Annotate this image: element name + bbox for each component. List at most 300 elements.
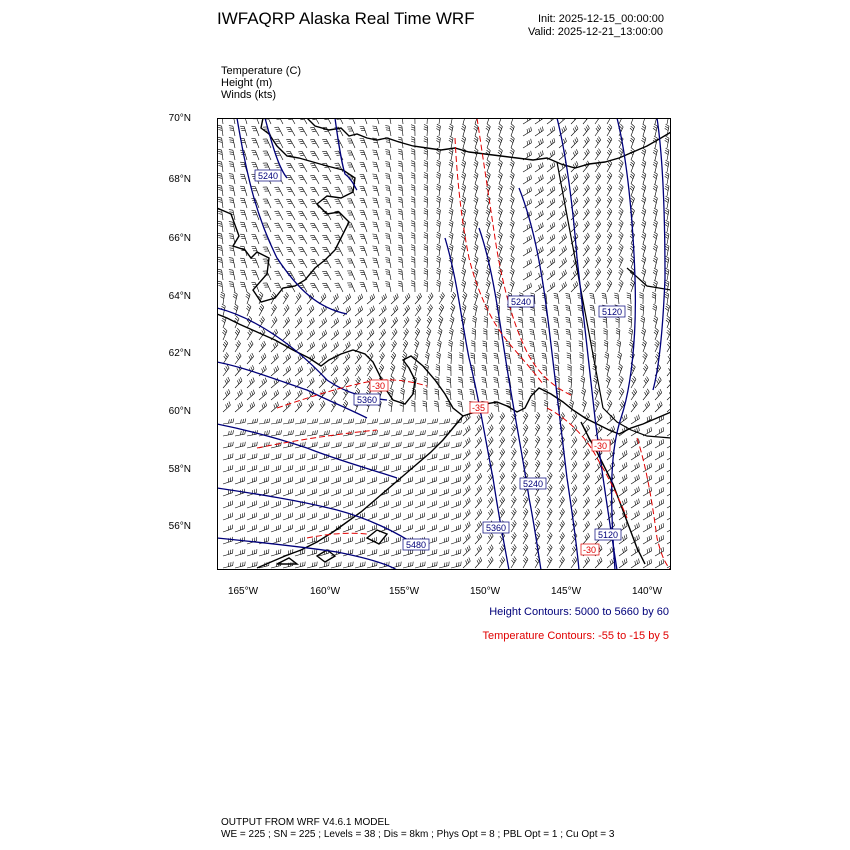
- wind-barb-flag: [323, 141, 327, 142]
- wind-barb-flag: [436, 225, 440, 227]
- wind-barb-flag: [620, 208, 623, 211]
- wind-barb-flag: [447, 367, 451, 368]
- wind-barb-flag: [437, 126, 441, 128]
- wind-barb-flag: [562, 424, 564, 427]
- wind-barb-flag: [609, 220, 612, 223]
- wind-barb-flag: [221, 292, 225, 294]
- wind-barb-flag: [597, 258, 599, 261]
- wind-barb-flag: [437, 344, 440, 346]
- wind-barb-flag: [566, 334, 570, 335]
- wind-barb-flag: [437, 172, 441, 174]
- wind-barb-flag: [309, 404, 311, 408]
- wind-barb-flag: [303, 442, 304, 446]
- wind-barb-flag: [312, 305, 314, 309]
- wind-barb-flag: [649, 440, 650, 444]
- wind-barb-flag: [311, 379, 313, 383]
- wind-barb-flag: [398, 259, 402, 260]
- wind-barb-flag: [324, 389, 326, 393]
- wind-barb: [271, 481, 281, 484]
- wind-barb-flag: [486, 200, 489, 203]
- wind-barb-flag: [647, 417, 648, 421]
- wind-barb: [255, 235, 259, 244]
- wind-barb-flag: [317, 419, 318, 423]
- wind-barb-flag: [519, 393, 523, 394]
- wind-barb: [295, 296, 301, 304]
- wind-barb-flag: [230, 142, 234, 143]
- wind-barb-flag: [643, 208, 646, 210]
- wind-barb-flag: [312, 355, 313, 359]
- wind-barb-flag: [530, 365, 534, 366]
- wind-barb: [547, 402, 548, 412]
- wind-barb-flag: [246, 294, 249, 297]
- wind-barb-flag: [386, 262, 390, 263]
- wind-barb-flag: [494, 358, 498, 359]
- wind-barb-flag: [397, 294, 399, 298]
- wind-barb: [667, 479, 671, 484]
- wind-barb-flag: [382, 352, 384, 355]
- wind-barb-flag: [487, 220, 490, 223]
- wind-barb-flag: [567, 369, 571, 371]
- wind-barb-flag: [237, 328, 240, 331]
- wind-barb-flag: [613, 426, 614, 430]
- wind-barb: [235, 393, 242, 400]
- wind-barb-flag: [458, 394, 462, 395]
- wind-barb-flag: [390, 390, 393, 392]
- wind-barb-flag: [586, 259, 588, 263]
- wind-barb-flag: [487, 186, 490, 189]
- wind-barb-flag: [400, 405, 404, 407]
- wind-barb: [364, 127, 367, 136]
- wind-barb-flag: [575, 199, 577, 203]
- wind-barb-flag: [300, 305, 302, 309]
- wind-barb-flag: [491, 437, 493, 440]
- wind-barb-flag: [596, 164, 598, 167]
- wind-barb-flag: [281, 430, 282, 434]
- wind-barb-flag: [322, 271, 326, 272]
- wind-barb: [364, 283, 367, 292]
- wind-barb-flag: [398, 187, 402, 188]
- wind-barb-flag: [310, 283, 314, 284]
- wind-barb-flag: [275, 317, 277, 320]
- wind-barb-flag: [229, 402, 231, 406]
- wind-barb: [307, 423, 317, 425]
- wind-barb-flag: [386, 128, 390, 129]
- wind-barb-flag: [553, 317, 557, 318]
- wind-barb-flag: [452, 294, 455, 297]
- wind-barb-flag: [620, 404, 622, 407]
- wind-barb-flag: [218, 127, 222, 128]
- wind-barb-flag: [459, 369, 463, 370]
- wind-barb-flag: [353, 430, 354, 434]
- wind-barb: [451, 493, 460, 496]
- wind-barb-flag: [276, 329, 278, 333]
- wind-barb: [233, 246, 235, 256]
- wind-barb-flag: [461, 140, 464, 142]
- wind-barb-flag: [609, 244, 612, 247]
- wind-barb: [222, 234, 223, 244]
- wind-barb-flag: [511, 282, 514, 285]
- wind-barb-flag: [363, 419, 364, 423]
- wind-barb-flag: [218, 271, 222, 272]
- wind-barb-flag: [411, 141, 415, 142]
- wind-barb-flag: [640, 293, 644, 295]
- wind-barb-flag: [529, 212, 530, 216]
- wind-barb-flag: [550, 141, 551, 145]
- wind-barb-flag: [529, 140, 530, 144]
- wind-barb-flag: [552, 118, 553, 119]
- wind-barb: [438, 402, 439, 412]
- wind-barb-flag: [312, 293, 314, 297]
- wind-barb-flag: [500, 476, 502, 479]
- wind-barb-flag: [659, 377, 661, 380]
- wind-barb-flag: [665, 152, 668, 154]
- wind-barb-flag: [449, 212, 452, 214]
- wind-barb: [307, 469, 317, 472]
- wind-barb-flag: [586, 439, 588, 443]
- wind-barb-flag: [587, 209, 589, 213]
- wind-barb: [571, 213, 578, 220]
- wind-barb-flag: [510, 164, 513, 167]
- wind-barb-flag: [665, 174, 668, 176]
- wind-barb-flag: [606, 380, 609, 383]
- wind-barb-flag: [647, 453, 648, 457]
- wind-barb-flag: [288, 179, 292, 180]
- wind-barb-flag: [411, 177, 415, 178]
- wind-barb-flag: [574, 462, 576, 465]
- wind-barb-flag: [323, 189, 327, 190]
- wind-barb-flag: [449, 188, 452, 190]
- wind-barb: [295, 333, 302, 340]
- wind-barb-flag: [483, 358, 487, 359]
- wind-barb-flag: [598, 257, 600, 260]
- wind-barb: [283, 434, 293, 436]
- wind-barb-flag: [635, 389, 637, 392]
- wind-barb-flag: [299, 165, 303, 166]
- wind-barb: [290, 151, 295, 160]
- wind-barb-flag: [510, 212, 513, 215]
- wind-barb-flag: [274, 199, 278, 200]
- wind-barb-flag: [236, 316, 239, 319]
- wind-barb-flag: [598, 281, 600, 284]
- wind-barb-flag: [298, 127, 302, 128]
- wind-barb-flag: [481, 389, 485, 390]
- wind-barb-flag: [501, 486, 503, 489]
- wind-barb: [570, 342, 571, 352]
- wind-barb-flag: [539, 249, 540, 253]
- wind-barb-flag: [301, 366, 302, 370]
- wind-barb-flag: [230, 274, 234, 275]
- wind-barb: [339, 187, 344, 196]
- wind-barb-flag: [358, 297, 359, 301]
- wind-barb-flag: [575, 211, 577, 215]
- wind-barb-flag: [555, 357, 559, 358]
- wind-barb-flag: [226, 379, 228, 383]
- wind-barb-flag: [373, 294, 374, 298]
- wind-barb-flag: [654, 222, 657, 224]
- wind-barb-flag: [632, 160, 635, 163]
- wind-barb: [595, 489, 602, 496]
- wind-barb-flag: [424, 189, 428, 191]
- wind-barb: [283, 469, 293, 472]
- wind-barb-flag: [341, 442, 342, 446]
- wind-barb-flag: [428, 296, 430, 299]
- wind-barb-flag: [617, 342, 621, 344]
- wind-barb-flag: [377, 430, 378, 434]
- wind-barb-flag: [587, 137, 589, 141]
- wind-barb-flag: [402, 378, 405, 380]
- wind-barb-flag: [579, 333, 583, 334]
- wind-barb: [545, 330, 547, 340]
- wind-barb-flag: [460, 333, 464, 335]
- wind-barb-flag: [447, 379, 451, 380]
- wind-barb-flag: [395, 329, 397, 332]
- wind-barb-flag: [665, 294, 669, 296]
- wind-barb-flag: [249, 316, 252, 319]
- wind-barb-flag: [612, 439, 613, 443]
- wind-barb-flag: [281, 442, 282, 446]
- wind-barb: [259, 423, 269, 425]
- wind-barb-flag: [409, 431, 410, 435]
- wind-barb: [582, 318, 583, 328]
- wind-barb-flag: [536, 450, 539, 453]
- wind-barb-flag: [574, 486, 576, 489]
- wind-barb-flag: [369, 366, 371, 369]
- wind-barb-flag: [298, 247, 302, 248]
- wind-barb-flag: [300, 317, 302, 321]
- wind-barb-flag: [669, 380, 671, 384]
- wind-barb-flag: [639, 463, 640, 467]
- wind-barb-flag: [424, 256, 428, 258]
- wind-barb-flag: [653, 272, 656, 274]
- wind-barb-flag: [230, 118, 234, 119]
- wind-barb: [497, 390, 499, 400]
- wind-barb-flag: [527, 141, 528, 145]
- wind-barb-flag: [411, 233, 415, 234]
- wind-barb-flag: [666, 136, 669, 138]
- wind-barb-flag: [445, 431, 446, 435]
- wind-barb-flag: [469, 462, 471, 466]
- wind-barb: [244, 198, 247, 208]
- wind-barb: [255, 127, 259, 136]
- wind-barb-flag: [424, 376, 428, 378]
- wind-barb-flag: [564, 175, 565, 179]
- wind-barb-flag: [418, 316, 420, 319]
- wind-barb-flag: [279, 431, 280, 435]
- wind-barb-flag: [403, 344, 406, 347]
- wind-barb-flag: [619, 284, 622, 287]
- wind-barb-flag: [620, 184, 623, 187]
- wind-barb: [343, 446, 353, 448]
- wind-barb-flag: [657, 392, 659, 396]
- wind-barb-flag: [653, 200, 656, 202]
- wind-barb: [475, 465, 482, 472]
- wind-barb-flag: [642, 198, 645, 200]
- wind-barb-flag: [449, 272, 452, 274]
- wind-barb-flag: [312, 131, 316, 132]
- wind-barb-flag: [437, 222, 441, 224]
- wind-barb: [379, 309, 386, 316]
- wind-barb-flag: [472, 331, 476, 333]
- wind-barb-flag: [550, 472, 553, 475]
- wind-barb-flag: [601, 413, 603, 417]
- wind-barb: [355, 457, 365, 460]
- wind-barb-flag: [542, 307, 546, 308]
- wind-barb-flag: [373, 306, 374, 310]
- wind-barb-flag: [541, 224, 542, 228]
- wind-barb-flag: [541, 188, 542, 192]
- wind-barb-flag: [474, 306, 477, 308]
- wind-barb: [451, 446, 461, 448]
- wind-barb-flag: [411, 201, 415, 202]
- wind-barb: [259, 505, 268, 508]
- wind-barb-flag: [531, 259, 532, 263]
- wind-barb-flag: [527, 261, 528, 265]
- wind-barb-flag: [631, 174, 634, 177]
- wind-barb: [402, 126, 403, 136]
- wind-barb-flag: [337, 318, 338, 322]
- wind-barb-flag: [423, 391, 427, 392]
- wind-barb-flag: [311, 213, 315, 214]
- wind-barb: [290, 223, 295, 232]
- wind-barb-flag: [514, 460, 516, 463]
- wind-barb-flag: [462, 126, 465, 128]
- wind-barb: [376, 174, 379, 184]
- wind-barb-flag: [411, 403, 415, 404]
- wind-barb-flag: [640, 309, 644, 311]
- wind-barb-flag: [477, 476, 479, 480]
- wind-barb-flag: [220, 297, 224, 299]
- wind-barb-flag: [312, 155, 316, 156]
- wind-barb-flag: [466, 417, 468, 421]
- wind-barb: [307, 381, 314, 388]
- wind-barb-flag: [494, 382, 498, 383]
- wind-barb: [594, 318, 595, 328]
- wind-barb: [511, 118, 514, 124]
- wind-barb-flag: [511, 150, 514, 153]
- wind-barb-flag: [565, 150, 566, 154]
- wind-barb-flag: [562, 249, 563, 253]
- wind-barb-flag: [542, 271, 543, 275]
- wind-barb-flag: [438, 330, 441, 333]
- wind-barb: [391, 434, 401, 436]
- wind-barb: [583, 236, 589, 244]
- wind-barb-flag: [488, 416, 490, 419]
- wind-barb: [376, 282, 379, 292]
- wind-barb-flag: [324, 131, 328, 132]
- wind-barb-flag: [430, 294, 432, 297]
- wind-barb-flag: [323, 225, 327, 226]
- wind-barb-flag: [513, 450, 515, 453]
- wind-barb: [235, 344, 241, 352]
- wind-barb-flag: [265, 419, 266, 423]
- wind-barb-flag: [547, 500, 550, 503]
- wind-barb-flag: [385, 210, 389, 211]
- wind-barb-flag: [653, 176, 656, 178]
- wind-barb-flag: [311, 261, 315, 262]
- wind-barb-flag: [389, 400, 393, 402]
- wind-barb: [487, 440, 493, 448]
- wind-barb-flag: [654, 150, 657, 152]
- wind-barb-flag: [323, 285, 327, 286]
- wind-barb-flag: [414, 364, 417, 366]
- wind-barb-flag: [337, 342, 338, 346]
- wind-barb-flag: [498, 272, 501, 275]
- wind-barb-flag: [276, 391, 277, 395]
- wind-barb-flag: [411, 161, 415, 162]
- wind-barb-flag: [264, 403, 265, 407]
- wind-barb-flag: [637, 476, 638, 480]
- wind-barb-flag: [312, 179, 316, 180]
- wind-barb-flag: [470, 394, 474, 395]
- wind-barb-flag: [474, 294, 477, 297]
- wind-barb-flag: [424, 208, 428, 210]
- wind-barb: [403, 446, 413, 448]
- wind-barb-flag: [377, 442, 378, 446]
- wind-barb-flag: [386, 286, 390, 287]
- wind-barb-flag: [448, 357, 452, 359]
- wind-barb-flag: [312, 367, 313, 371]
- wind-barb-flag: [345, 356, 347, 360]
- wind-barb-flag: [543, 381, 547, 382]
- wind-barb-flag: [417, 318, 419, 321]
- wind-barb-flag: [605, 352, 608, 354]
- wind-barb-flag: [582, 404, 585, 407]
- wind-barb-flag: [474, 212, 477, 215]
- wind-barb: [343, 297, 351, 304]
- wind-barb-flag: [628, 319, 632, 321]
- wind-barb-flag: [627, 297, 631, 298]
- wind-barb-flag: [550, 412, 553, 415]
- wind-barb: [415, 493, 424, 496]
- wind-barb-flag: [360, 307, 361, 311]
- wind-barb: [278, 151, 283, 160]
- wind-barb-flag: [437, 136, 441, 138]
- wind-barb: [235, 405, 243, 412]
- wind-barb-flag: [253, 443, 254, 447]
- wind-barb-flag: [542, 247, 543, 251]
- wind-barb-flag: [609, 196, 612, 199]
- wind-barb-flag: [486, 224, 489, 227]
- wind-barb-flag: [477, 500, 479, 504]
- wind-barb-flag: [424, 280, 428, 282]
- wind-barb-flag: [554, 332, 558, 333]
- wind-barb-flag: [475, 160, 478, 163]
- wind-barb-flag: [499, 258, 502, 261]
- wind-barb-flag: [230, 250, 234, 251]
- wind-barb-flag: [501, 450, 503, 453]
- wind-barb-flag: [494, 343, 498, 344]
- wind-barb: [643, 380, 649, 388]
- wind-barb-flag: [449, 150, 452, 152]
- wind-barb-flag: [252, 403, 253, 407]
- wind-barb-flag: [564, 271, 565, 275]
- wind-barb-flag: [552, 247, 553, 251]
- wind-barb-flag: [446, 406, 450, 407]
- wind-barb-flag: [550, 496, 553, 499]
- wind-barb-flag: [514, 484, 516, 487]
- wind-barb: [389, 270, 391, 280]
- wind-barb-flag: [588, 413, 590, 417]
- wind-barb-flag: [607, 224, 610, 227]
- wind-barb: [222, 118, 223, 124]
- wind-barb-flag: [325, 342, 326, 346]
- wind-barb-flag: [310, 235, 314, 236]
- wind-barb-flag: [627, 295, 631, 296]
- wind-barb-flag: [435, 377, 439, 378]
- wind-barb-flag: [450, 330, 453, 332]
- wind-barb-flag: [567, 353, 571, 354]
- wind-barb-flag: [541, 164, 542, 168]
